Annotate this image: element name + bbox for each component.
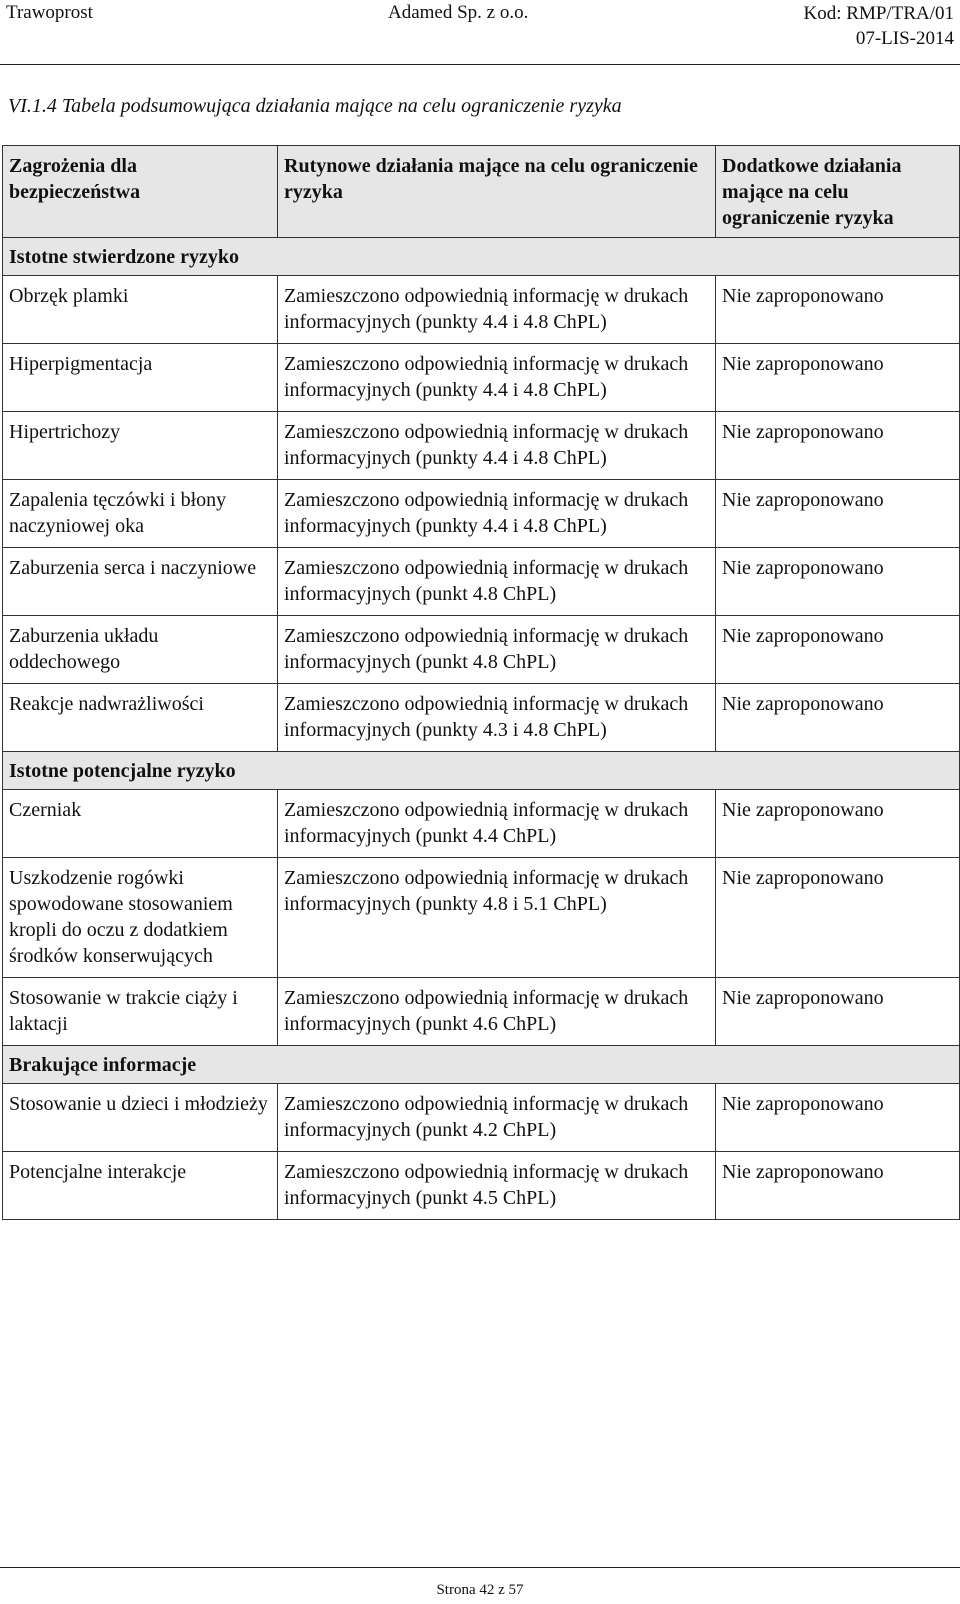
table-body — [3, 238, 960, 1220]
header-divider — [0, 64, 960, 65]
table-row — [3, 790, 960, 858]
routine-measures-cell: Zamieszczono odpowiednią informację w drukach informacyjnych (punkty 4.8 i 5.1 ChPL) — [278, 858, 716, 978]
additional-measures-cell: Nie zaproponowano — [716, 344, 960, 412]
table-section-row — [3, 752, 960, 790]
table-row — [3, 548, 960, 616]
safety-concern-cell: Zaburzenia układu oddechowego — [3, 616, 278, 684]
product-name: Trawoprost — [6, 2, 93, 23]
routine-measures-cell: Zamieszczono odpowiednią informację w drukach informacyjnych (punkt 4.2 ChPL) — [278, 1084, 716, 1152]
page-header — [0, 0, 960, 70]
routine-measures-cell: Zamieszczono odpowiednią informację w drukach informacyjnych (punkty 4.4 i 4.8 ChPL) — [278, 480, 716, 548]
routine-measures-cell: Zamieszczono odpowiednią informację w drukach informacyjnych (punkt 4.6 ChPL) — [278, 978, 716, 1046]
column-header-safety-concern: Zagrożenia dla bezpieczeństwa — [3, 146, 278, 238]
footer-divider — [0, 1567, 960, 1568]
safety-concern-cell: Zaburzenia serca i naczyniowe — [3, 548, 278, 616]
additional-measures-cell: Nie zaproponowano — [716, 790, 960, 858]
table-row — [3, 276, 960, 344]
additional-measures-cell: Nie zaproponowano — [716, 480, 960, 548]
company-name: Adamed Sp. z o.o. — [388, 2, 529, 23]
document-code: Kod: RMP/TRA/01 — [803, 3, 954, 24]
table-row — [3, 858, 960, 978]
routine-measures-cell: Zamieszczono odpowiednią informację w drukach informacyjnych (punkt 4.8 ChPL) — [278, 548, 716, 616]
safety-concern-cell: Potencjalne interakcje — [3, 1152, 278, 1220]
risk-minimisation-table — [2, 145, 960, 1220]
safety-concern-cell: Czerniak — [3, 790, 278, 858]
additional-measures-cell: Nie zaproponowano — [716, 616, 960, 684]
section-filler — [278, 752, 960, 790]
routine-measures-cell: Zamieszczono odpowiednią informację w drukach informacyjnych (punkt 4.5 ChPL) — [278, 1152, 716, 1220]
additional-measures-cell: Nie zaproponowano — [716, 276, 960, 344]
section-filler — [278, 1046, 960, 1084]
table-row — [3, 412, 960, 480]
additional-measures-cell: Nie zaproponowano — [716, 978, 960, 1046]
column-header-routine-measures: Rutynowe działania mające na celu ograniczenie ryzyka — [278, 146, 716, 238]
table-section-row — [3, 1046, 960, 1084]
additional-measures-cell: Nie zaproponowano — [716, 858, 960, 978]
routine-measures-cell: Zamieszczono odpowiednią informację w drukach informacyjnych (punkty 4.4 i 4.8 ChPL) — [278, 344, 716, 412]
section-heading: Brakujące informacje — [3, 1046, 278, 1084]
column-header-additional-measures: Dodatkowe działania mające na celu ograniczenie ryzyka — [716, 146, 960, 238]
table-header-row — [3, 146, 960, 238]
table-row — [3, 1152, 960, 1220]
routine-measures-cell: Zamieszczono odpowiednią informację w drukach informacyjnych (punkt 4.4 ChPL) — [278, 790, 716, 858]
table-row — [3, 616, 960, 684]
additional-measures-cell: Nie zaproponowano — [716, 684, 960, 752]
table-row — [3, 480, 960, 548]
safety-concern-cell: Stosowanie w trakcie ciąży i laktacji — [3, 978, 278, 1046]
section-heading: Istotne potencjalne ryzyko — [3, 752, 278, 790]
additional-measures-cell: Nie zaproponowano — [716, 1152, 960, 1220]
routine-measures-cell: Zamieszczono odpowiednią informację w drukach informacyjnych (punkt 4.8 ChPL) — [278, 616, 716, 684]
safety-concern-cell: Hiperpigmentacja — [3, 344, 278, 412]
table-row — [3, 344, 960, 412]
table-row — [3, 684, 960, 752]
table-row — [3, 1084, 960, 1152]
section-heading: Istotne stwierdzone ryzyko — [3, 238, 278, 276]
document-date: 07-LIS-2014 — [855, 28, 954, 49]
table-row — [3, 978, 960, 1046]
page-number: Strona 42 z 57 — [436, 1582, 524, 1598]
safety-concern-cell: Uszkodzenie rogówki spowodowane stosowaniem kropli do oczu z dodatkiem środków konserwujących — [3, 858, 278, 978]
document-code-block — [804, 1, 954, 51]
safety-concern-cell: Stosowanie u dzieci i młodzieży — [3, 1084, 278, 1152]
safety-concern-cell: Zapalenia tęczówki i błony naczyniowej oka — [3, 480, 278, 548]
additional-measures-cell: Nie zaproponowano — [716, 1084, 960, 1152]
safety-concern-cell: Obrzęk plamki — [3, 276, 278, 344]
additional-measures-cell: Nie zaproponowano — [716, 548, 960, 616]
table-section-row — [3, 238, 960, 276]
additional-measures-cell: Nie zaproponowano — [716, 412, 960, 480]
safety-concern-cell: Reakcje nadwrażliwości — [3, 684, 278, 752]
section-title: VI.1.4 Tabela podsumowująca działania mające na celu ograniczenie ryzyka — [8, 95, 622, 117]
section-filler — [278, 238, 960, 276]
routine-measures-cell: Zamieszczono odpowiednią informację w drukach informacyjnych (punkty 4.3 i 4.8 ChPL) — [278, 684, 716, 752]
routine-measures-cell: Zamieszczono odpowiednią informację w drukach informacyjnych (punkty 4.4 i 4.8 ChPL) — [278, 412, 716, 480]
routine-measures-cell: Zamieszczono odpowiednią informację w drukach informacyjnych (punkty 4.4 i 4.8 ChPL) — [278, 276, 716, 344]
safety-concern-cell: Hipertrichozy — [3, 412, 278, 480]
